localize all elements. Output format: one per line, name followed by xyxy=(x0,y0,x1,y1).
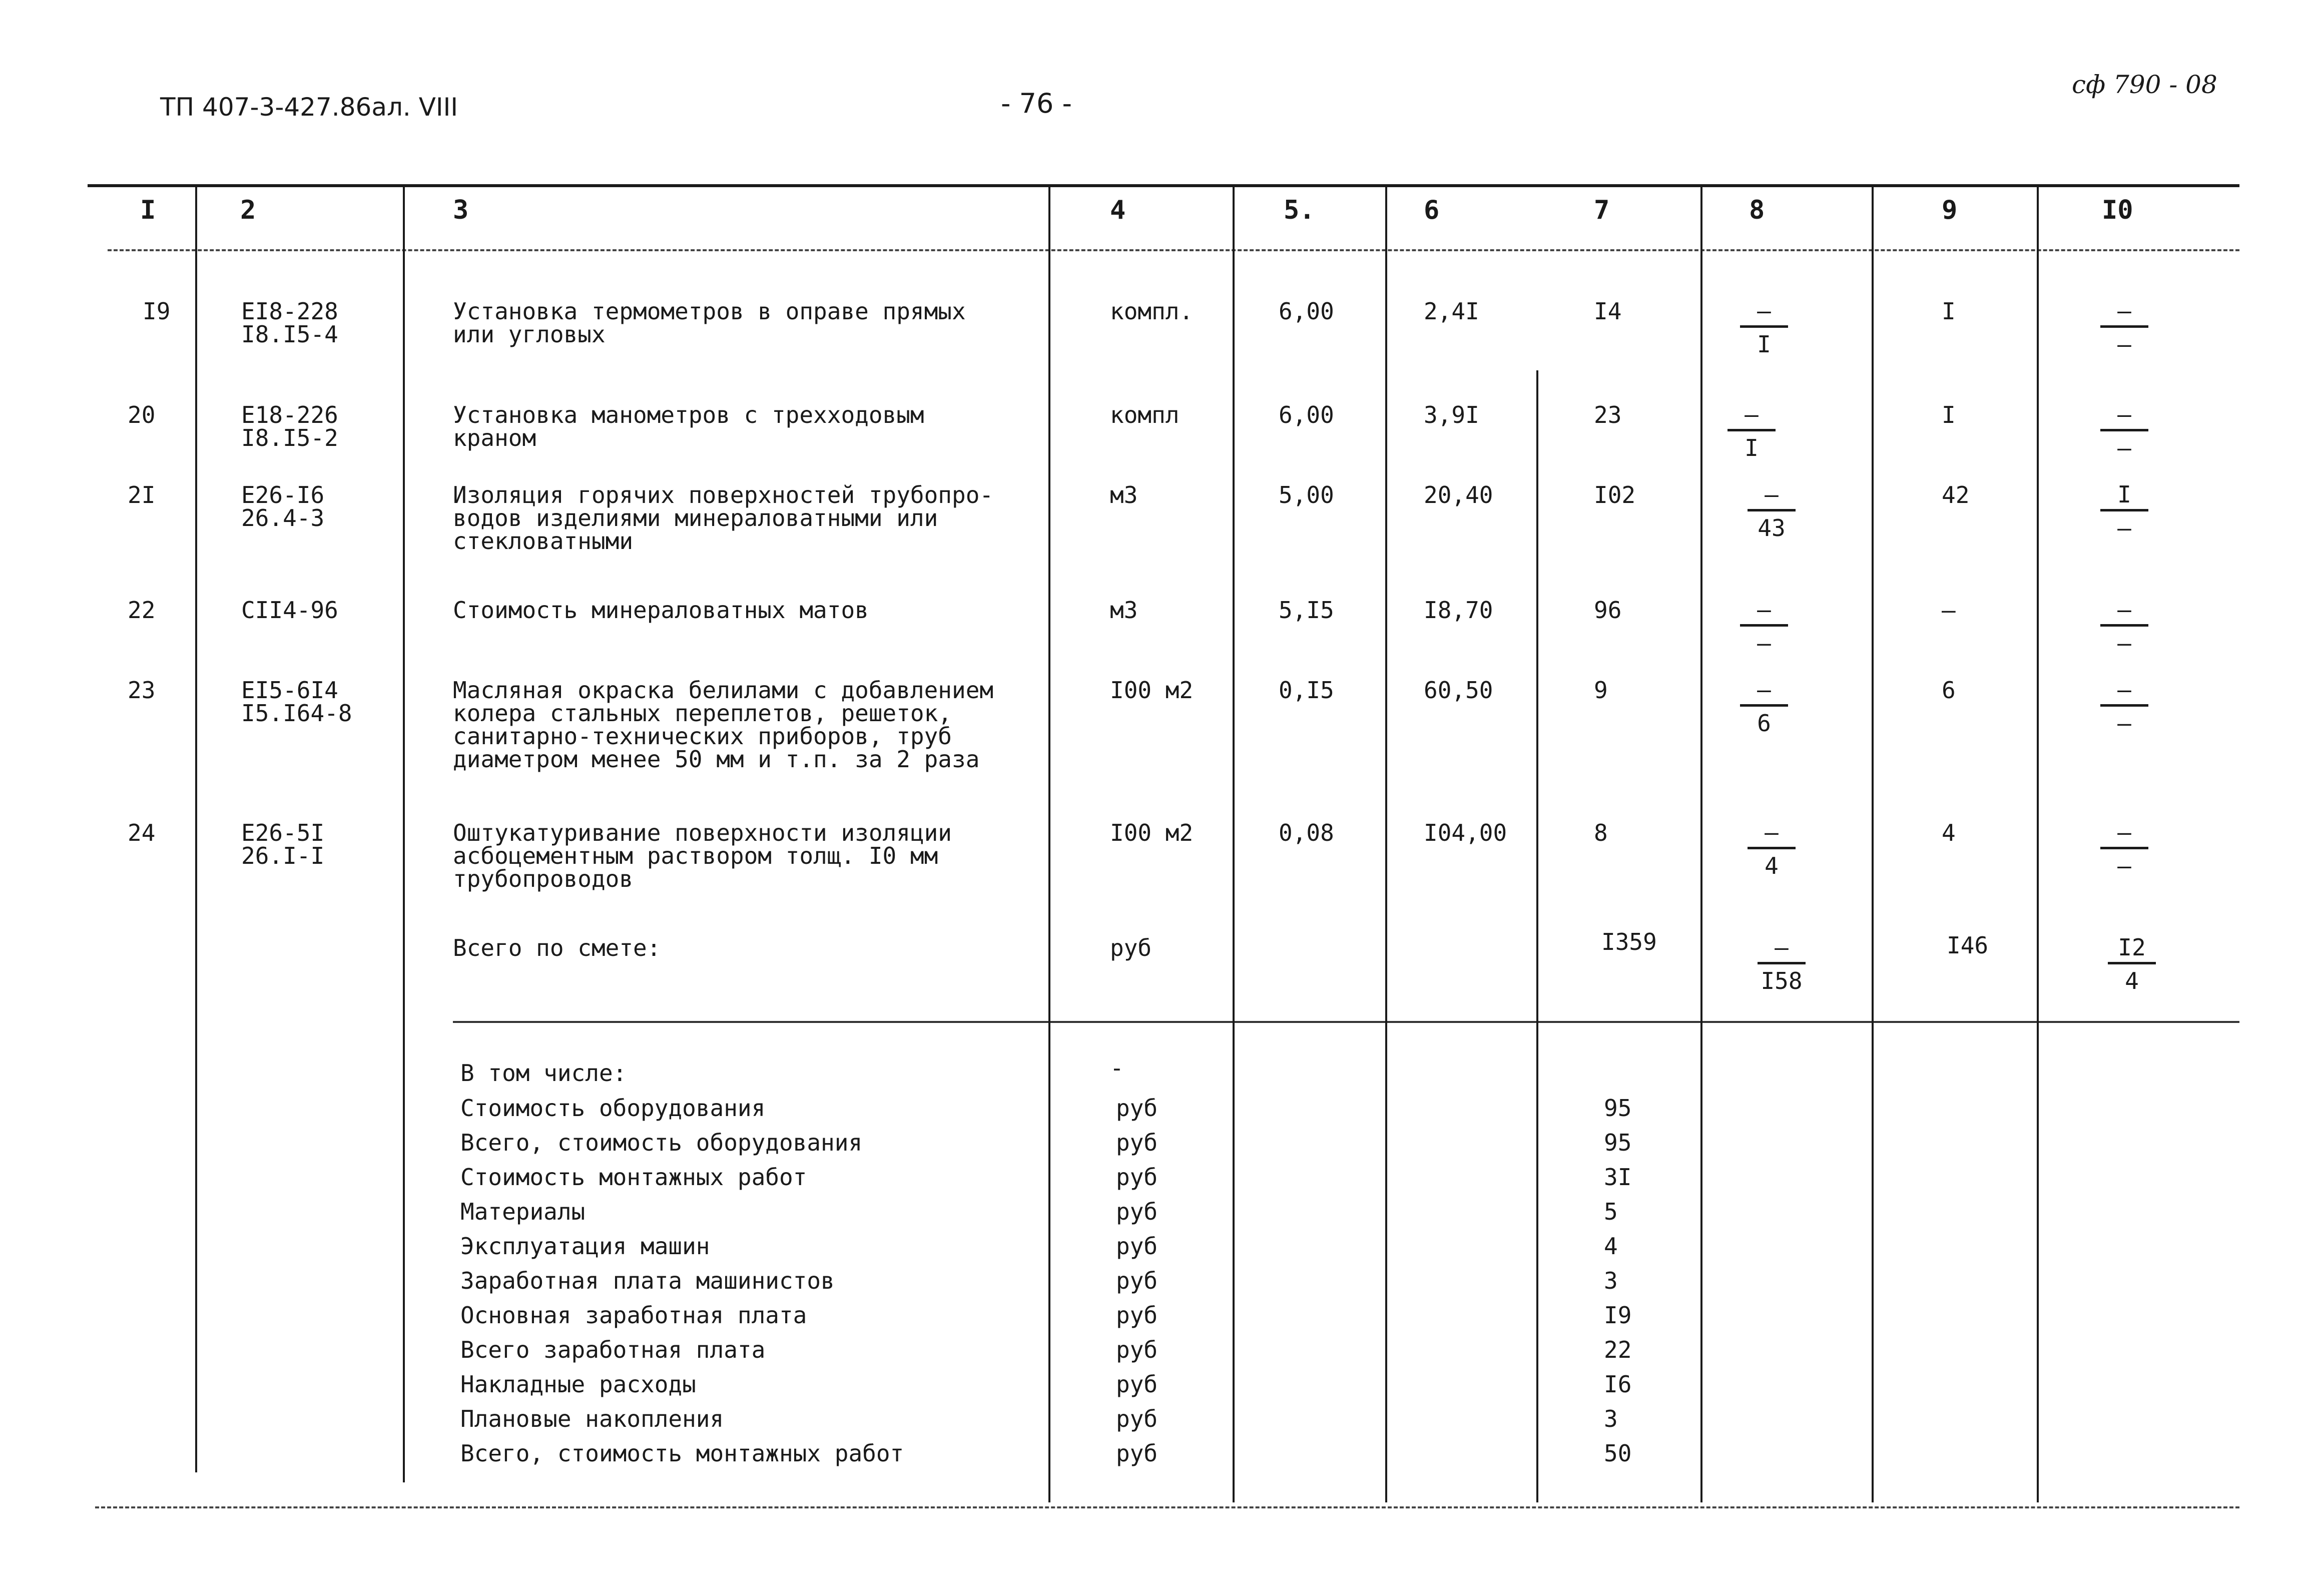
fraction-numerator: – xyxy=(2117,401,2131,428)
breakdown-label: Всего заработная плата xyxy=(460,1336,766,1363)
fraction-numerator: – xyxy=(2117,297,2131,324)
fraction-denominator: – xyxy=(2117,852,2131,879)
fraction-cell xyxy=(1734,598,1794,656)
quantity: 5,I5 xyxy=(1279,597,1334,624)
fraction-denominator: – xyxy=(2117,710,2131,737)
fraction-numerator: – xyxy=(1757,297,1771,324)
column-number: 8 xyxy=(1749,195,1765,225)
fraction-numerator: – xyxy=(1745,401,1759,428)
rate-code-secondary: 26.I-I xyxy=(241,842,325,869)
work-description: Установка термометров в оправе прямых xyxy=(453,298,966,325)
fraction-denominator: – xyxy=(2117,434,2131,461)
fraction-bar xyxy=(2100,509,2148,511)
fraction-bar xyxy=(1748,509,1796,511)
column-9-value: 4 xyxy=(1942,819,1956,846)
breakdown-unit: руб xyxy=(1116,1371,1158,1398)
fraction-denominator: I xyxy=(1757,331,1771,358)
rate-code-secondary: 26.4-3 xyxy=(241,504,325,531)
fraction-bar xyxy=(1740,624,1788,627)
breakdown-value: I9 xyxy=(1604,1302,1632,1329)
column-number: 7 xyxy=(1594,195,1610,225)
rate-code-secondary: I8.I5-4 xyxy=(241,321,338,348)
fraction-bar xyxy=(1740,325,1788,328)
unit: I00 м2 xyxy=(1110,677,1194,704)
fraction-denominator: 4 xyxy=(1765,852,1779,879)
fraction-cell xyxy=(1742,821,1802,878)
breakdown-value: 3 xyxy=(1604,1267,1618,1294)
work-description: асбоцементным раствором толщ. I0 мм xyxy=(453,842,938,869)
breakdown-unit: руб xyxy=(1116,1267,1158,1294)
total-separator xyxy=(453,1021,2239,1023)
quantity: 6,00 xyxy=(1279,298,1334,325)
fraction-denominator: – xyxy=(2117,331,2131,358)
fraction-cell xyxy=(1734,299,1794,357)
archive-stamp: сф 790 - 08 xyxy=(2072,70,2217,99)
breakdown-value: 95 xyxy=(1604,1129,1632,1156)
fraction-cell xyxy=(1742,483,1802,541)
fraction-bar xyxy=(2100,325,2148,328)
unit-price: 20,40 xyxy=(1424,481,1493,508)
fraction-denominator: – xyxy=(2117,514,2131,542)
table-bottom-rule xyxy=(95,1506,2239,1508)
fraction-denominator: I xyxy=(1745,434,1759,461)
fraction-denominator: 4 xyxy=(2125,967,2139,994)
breakdown-unit: руб xyxy=(1116,1302,1158,1329)
fraction-cell xyxy=(1752,936,1812,993)
column-divider xyxy=(1233,186,1235,1502)
fraction-bar xyxy=(2100,704,2148,707)
total-cost: 96 xyxy=(1594,597,1622,624)
column-number: 2 xyxy=(240,195,256,225)
column-divider xyxy=(403,186,405,1482)
column-divider xyxy=(2037,186,2039,1502)
breakdown-label: Стоимость оборудования xyxy=(460,1095,766,1122)
fraction-numerator: – xyxy=(1757,676,1771,703)
column-9-value: – xyxy=(1942,597,1956,624)
column-9-value: 42 xyxy=(1942,481,1970,508)
breakdown-unit: руб xyxy=(1116,1129,1158,1156)
quantity: 5,00 xyxy=(1279,481,1334,508)
unit: м3 xyxy=(1110,597,1138,624)
row-number: 20 xyxy=(128,401,156,428)
fraction-bar xyxy=(2100,847,2148,849)
unit-price: I04,00 xyxy=(1424,819,1507,846)
unit-price: 2,4I xyxy=(1424,298,1479,325)
fraction-bar xyxy=(1727,429,1776,431)
fraction-cell xyxy=(2094,598,2154,656)
rate-code: E26-I6 xyxy=(241,481,325,508)
fraction-cell xyxy=(2094,821,2154,878)
work-description: колера стальных переплетов, решеток, xyxy=(453,700,952,727)
column-9-value: I xyxy=(1942,298,1956,325)
table-top-rule xyxy=(88,184,2239,187)
fraction-bar xyxy=(1758,962,1806,964)
breakdown-value: 95 xyxy=(1604,1095,1632,1122)
row-number: 2I xyxy=(128,481,156,508)
work-description: санитарно-технических приборов, труб xyxy=(453,723,952,750)
column-9-value: I xyxy=(1942,401,1956,428)
total-cost: 9 xyxy=(1594,677,1608,704)
breakdown-value: 22 xyxy=(1604,1336,1632,1363)
work-description: Установка манометров с трехходовым xyxy=(453,401,924,428)
breakdown-unit: руб xyxy=(1116,1198,1158,1225)
row-number: 22 xyxy=(128,597,156,624)
rate-code: EI8-228 xyxy=(241,298,338,325)
breakdown-label: Плановые накопления xyxy=(460,1405,724,1432)
quantity: 6,00 xyxy=(1279,401,1334,428)
fraction-bar xyxy=(1748,847,1796,849)
total-cost: 23 xyxy=(1594,401,1622,428)
breakdown-heading: В том числе: xyxy=(460,1059,627,1087)
column-number: 3 xyxy=(453,195,469,225)
fraction-cell xyxy=(2094,483,2154,541)
fraction-cell xyxy=(2094,678,2154,736)
column-divider xyxy=(1872,186,1874,1502)
column-9-value: I46 xyxy=(1947,932,1989,959)
column-divider xyxy=(1385,186,1387,1502)
fraction-numerator: – xyxy=(1757,596,1771,623)
total-cost: I4 xyxy=(1594,298,1622,325)
rate-code: EI5-6I4 xyxy=(241,677,338,704)
work-description: трубопроводов xyxy=(453,865,634,892)
breakdown-label: Эксплуатация машин xyxy=(460,1233,710,1260)
column-divider xyxy=(1536,370,1538,1502)
rate-code: E18-226 xyxy=(241,401,338,428)
column-divider xyxy=(1700,186,1702,1502)
rate-code: E26-5I xyxy=(241,819,325,846)
breakdown-value: I6 xyxy=(1604,1371,1632,1398)
fraction-numerator: I2 xyxy=(2118,934,2146,961)
column-number: 6 xyxy=(1424,195,1440,225)
unit: м3 xyxy=(1110,481,1138,508)
breakdown-unit: руб xyxy=(1116,1233,1158,1260)
unit: компл. xyxy=(1110,298,1194,325)
fraction-denominator: 43 xyxy=(1758,514,1786,542)
rate-code: CII4-96 xyxy=(241,597,338,624)
fraction-denominator: – xyxy=(1757,630,1771,657)
fraction-cell xyxy=(1721,403,1782,460)
fraction-bar xyxy=(2100,429,2148,431)
fraction-cell xyxy=(1734,678,1794,736)
breakdown-unit: руб xyxy=(1116,1405,1158,1432)
work-description: водов изделиями минераловатными или xyxy=(453,504,938,531)
fraction-numerator: – xyxy=(1765,481,1779,508)
work-description: Оштукатуривание поверхности изоляции xyxy=(453,819,952,846)
unit-price: I8,70 xyxy=(1424,597,1493,624)
fraction-numerator: – xyxy=(1775,934,1789,961)
breakdown-label: Материалы xyxy=(460,1198,586,1225)
row-number: I9 xyxy=(143,298,171,325)
heading-unit: - xyxy=(1110,1054,1124,1082)
fraction-bar xyxy=(2100,624,2148,627)
breakdown-label: Накладные расходы xyxy=(460,1371,696,1398)
total-cost: I02 xyxy=(1594,481,1636,508)
row-number: 23 xyxy=(128,677,156,704)
breakdown-value: 3I xyxy=(1604,1164,1632,1191)
unit-price: 60,50 xyxy=(1424,677,1493,704)
total-cost: 8 xyxy=(1594,819,1608,846)
work-description: Масляная окраска белилами с добавлением xyxy=(453,677,994,704)
unit: руб xyxy=(1110,934,1152,961)
column-divider xyxy=(195,186,197,1472)
fraction-cell xyxy=(2094,403,2154,460)
fraction-numerator: – xyxy=(2117,819,2131,846)
fraction-numerator: – xyxy=(1765,819,1779,846)
header-separator xyxy=(108,249,2239,251)
breakdown-label: Всего, стоимость монтажных работ xyxy=(460,1440,904,1467)
breakdown-unit: руб xyxy=(1116,1336,1158,1363)
quantity: 0,I5 xyxy=(1279,677,1334,704)
fraction-numerator: – xyxy=(2117,676,2131,703)
work-description: или угловых xyxy=(453,321,606,348)
fraction-denominator: I58 xyxy=(1761,967,1803,994)
breakdown-unit: руб xyxy=(1116,1440,1158,1467)
breakdown-value: 5 xyxy=(1604,1198,1618,1225)
quantity: 0,08 xyxy=(1279,819,1334,846)
work-description: стекловатными xyxy=(453,527,634,555)
fraction-cell xyxy=(2102,936,2162,993)
unit-price: 3,9I xyxy=(1424,401,1479,428)
fraction-bar xyxy=(2108,962,2156,964)
rate-code-secondary: I5.I64-8 xyxy=(241,700,352,727)
fraction-numerator: I xyxy=(2117,481,2131,508)
fraction-numerator: – xyxy=(2117,596,2131,623)
column-number: I xyxy=(140,195,156,225)
column-number: 5. xyxy=(1284,195,1315,225)
work-description: диаметром менее 50 мм и т.п. за 2 раза xyxy=(453,746,980,773)
breakdown-value: 3 xyxy=(1604,1405,1618,1432)
unit: компл xyxy=(1110,401,1180,428)
work-description: Стоимость минераловатных матов xyxy=(453,597,869,624)
fraction-denominator: – xyxy=(2117,630,2131,657)
breakdown-label: Всего, стоимость оборудования xyxy=(460,1129,863,1156)
breakdown-value: 50 xyxy=(1604,1440,1632,1467)
fraction-denominator: 6 xyxy=(1757,710,1771,737)
column-number: 9 xyxy=(1942,195,1958,225)
column-9-value: 6 xyxy=(1942,677,1956,704)
fraction-cell xyxy=(2094,299,2154,357)
fraction-bar xyxy=(1740,704,1788,707)
work-description: краном xyxy=(453,424,536,451)
column-divider xyxy=(1048,186,1050,1502)
breakdown-unit: руб xyxy=(1116,1164,1158,1191)
row-number: 24 xyxy=(128,819,156,846)
unit: I00 м2 xyxy=(1110,819,1194,846)
total-label: Всего по смете: xyxy=(453,934,661,961)
column-number: 4 xyxy=(1110,195,1126,225)
breakdown-label: Стоимость монтажных работ xyxy=(460,1164,807,1191)
breakdown-value: 4 xyxy=(1604,1233,1618,1260)
column-number: I0 xyxy=(2102,195,2133,225)
page-number: - 76 - xyxy=(1001,88,1072,119)
breakdown-label: Основная заработная плата xyxy=(460,1302,807,1329)
document-code: ТП 407-3-427.86ал. VIII xyxy=(160,93,458,122)
breakdown-label: Заработная плата машинистов xyxy=(460,1267,835,1294)
grand-total: I359 xyxy=(1601,928,1657,955)
rate-code-secondary: I8.I5-2 xyxy=(241,424,338,451)
work-description: Изоляция горячих поверхностей трубопро- xyxy=(453,481,994,508)
breakdown-unit: руб xyxy=(1116,1095,1158,1122)
